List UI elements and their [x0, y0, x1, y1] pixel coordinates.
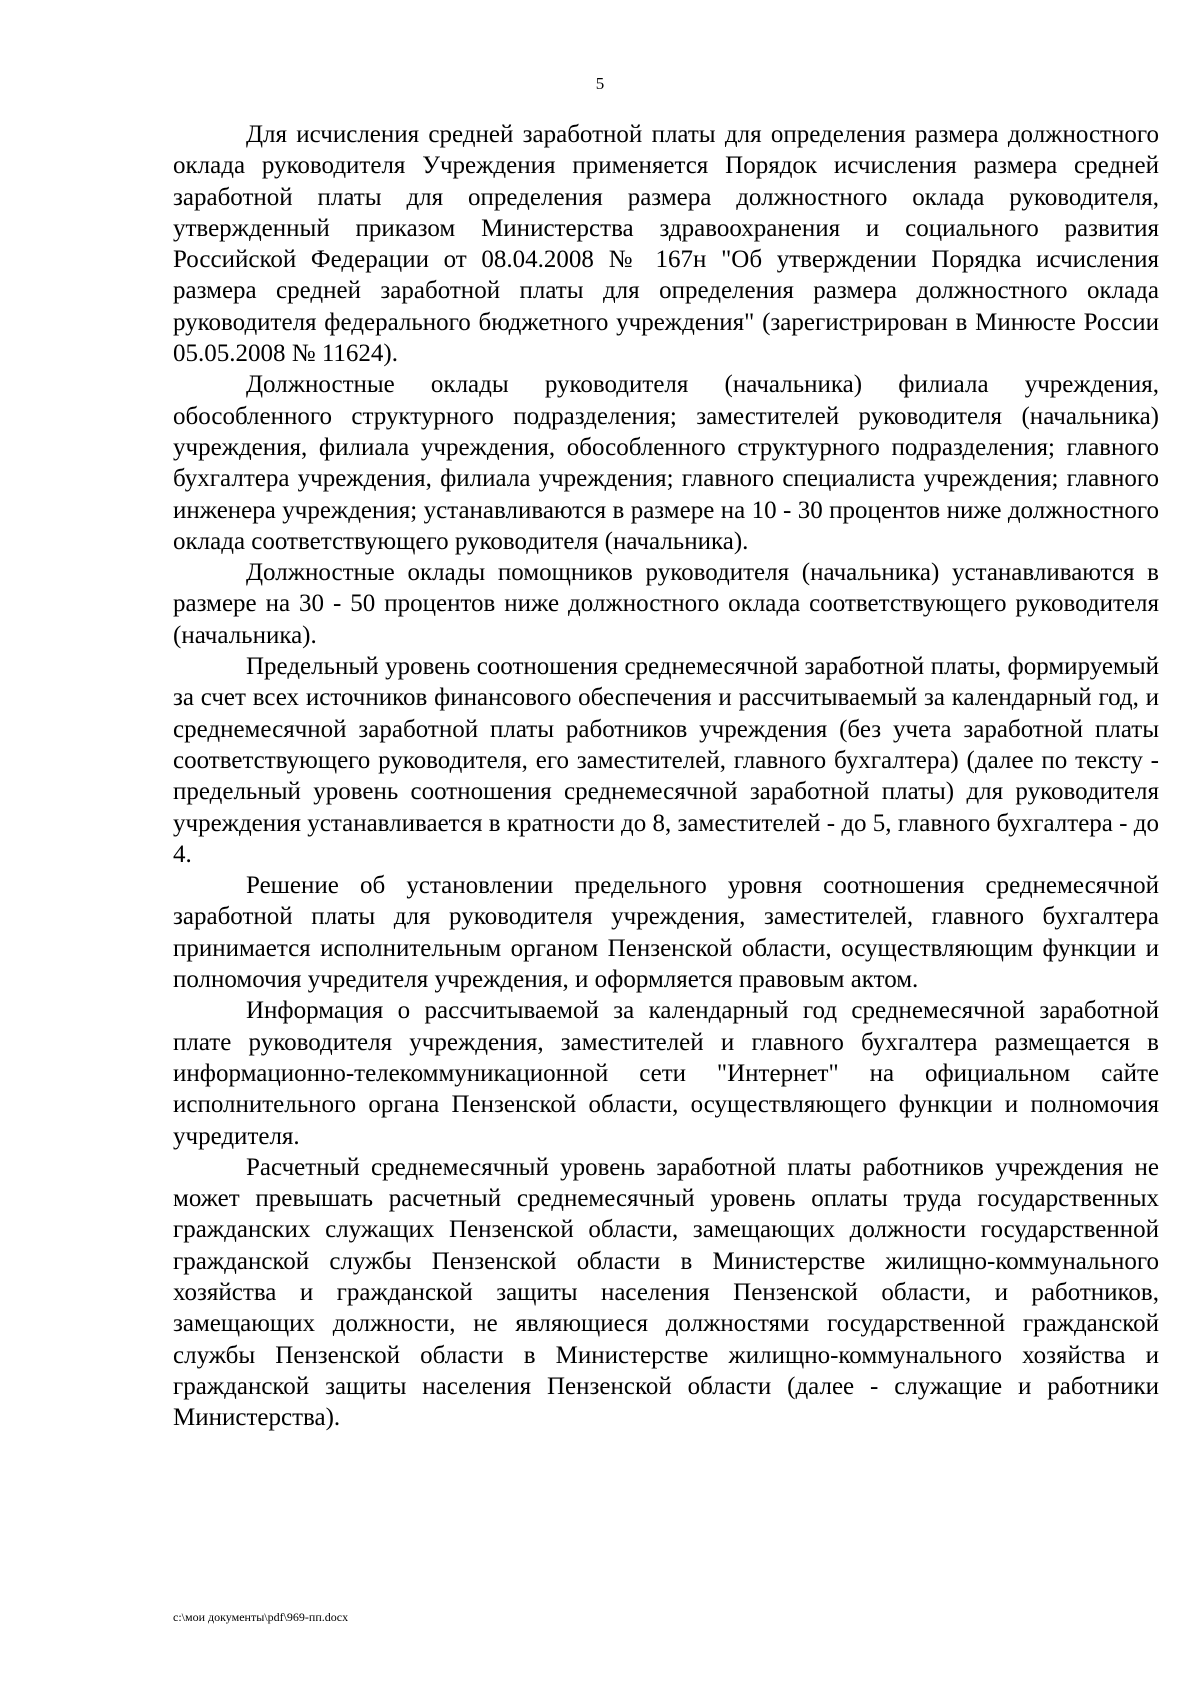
document-body	[173, 119, 1159, 1433]
paragraph-ratio-decision: Решение об установлении предельного уровня соотношения среднемесячной заработной платы для руководителя учреждения, заместителей, главного бухгалтера принимается исполнительным органом Пензенской области, осуществляющим функции и полномочия учредителя учреждения, и оформляется правовым актом.	[173, 872, 1159, 994]
paragraph-assistant-salaries: Должностные оклады помощников руководителя (начальника) устанавливаются в размере на 30 - 50 процентов ниже должностного оклада соответствующего руководителя (начальника).	[173, 559, 1159, 649]
page-number: 5	[595, 74, 605, 93]
paragraph-calculated-salary-level: Расчетный среднемесячный уровень заработной платы работников учреждения не может превышать расчетный среднемесячный уровень оплаты труда государственных гражданских служащих Пензенской области, замещающих должности государственной гражданской службы Пензенской области в Министерстве жилищно-коммунального хозяйства и гражданской защиты населения Пензенской области, и работников, замещающих должности, не являющиеся должностями государственной гражданской службы Пензенской области в Министерстве жилищно-коммунального хозяйства и гражданской защиты населения Пензенской области (далее - служащие и работники Министерства).	[173, 1153, 1159, 1432]
footer-file-path: c:\мои документы\pdf\969-пп.docx	[173, 1610, 349, 1624]
paragraph-salary-ratio-limit: Предельный уровень соотношения среднемесячной заработной платы, формируемый за счет всех источников финансового обеспечения и рассчитываемый за календарный год, и среднемесячной заработной платы работников учреждения (без учета заработной платы соответствующего руководителя, его заместителей, главного бухгалтера) (далее по тексту - предельный уровень соотношения среднемесячной заработной платы) для руководителя учреждения устанавливается в кратности до 8, заместителей - до 5, главного бухгалтера - до 4.	[173, 653, 1159, 868]
paragraph-average-salary-calculation: Для исчисления средней заработной платы для определения размера должностного оклада руководителя Учреждения применяется Порядок исчисления размера средней заработной платы для определения размера должностного оклада руководителя, утвержденный приказом Министерства здравоохранения и социального развития Российской Федерации от 08.04.2008 № 167н "Об утверждении Порядка исчисления размера средней заработной платы для определения размера должностного оклада руководителя федерального бюджетного учреждения" (зарегистрирован в Минюсте России 05.05.2008 № 11624).	[173, 121, 1159, 368]
paragraph-salary-information-publication: Информация о рассчитываемой за календарный год среднемесячной заработной плате руководителя учреждения, заместителей и главного бухгалтера размещается в информационно-телекоммуникационной сети "Интернет" на официальном сайте исполнительного органа Пензенской области, осуществляющего функции и полномочия учредителя.	[173, 997, 1159, 1150]
paragraph-deputy-salaries: Должностные оклады руководителя (начальника) филиала учреждения, обособленного структурного подразделения; заместителей руководителя (начальника) учреждения, филиала учреждения, обособленного структурного подразделения; главного бухгалтера учреждения, филиала учреждения; главного специалиста учреждения; главного инженера учреждения; устанавливаются в размере на 10 - 30 процентов ниже должностного оклада соответствующего руководителя (начальника).	[173, 371, 1159, 555]
